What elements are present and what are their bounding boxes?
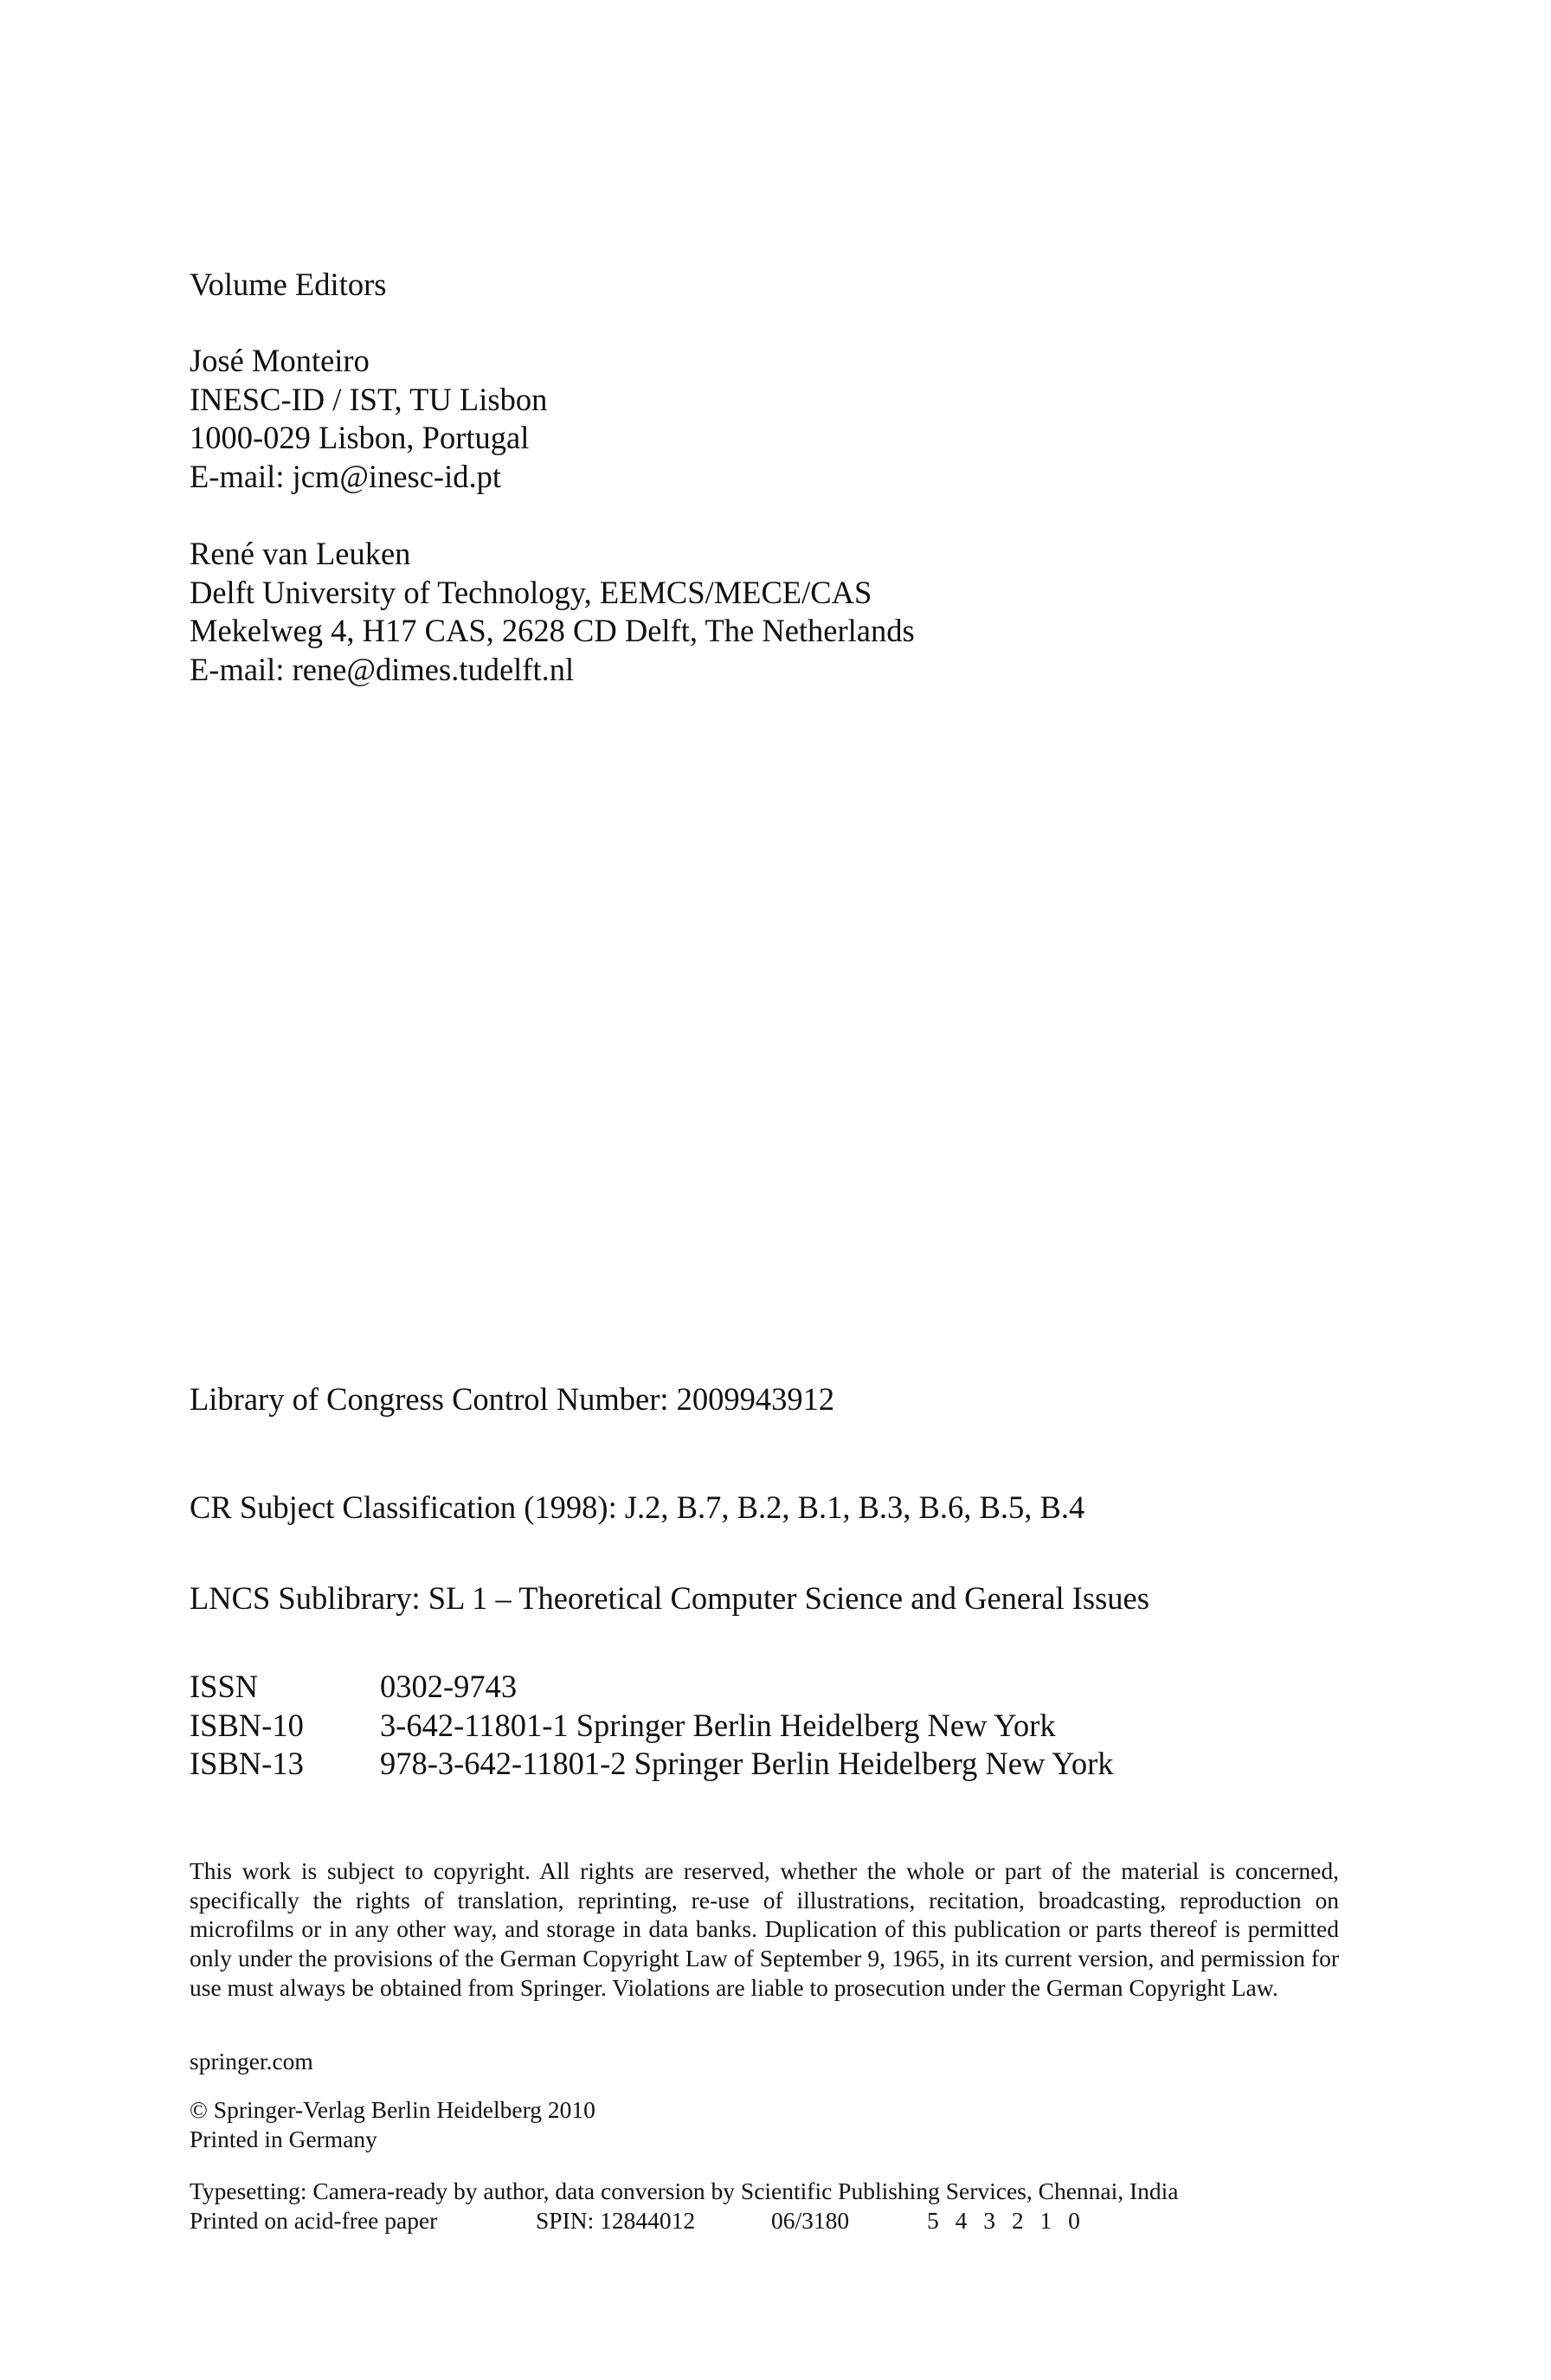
identifier-row-isbn-10 [190, 1707, 1113, 1746]
typesetting-note: Typesetting: Camera-ready by author, data conversion by Scientific Publishing Services, Chennai, India [190, 2177, 1179, 2204]
copyright-page [190, 0, 1367, 2380]
editor-affiliation: Delft University of Technology, EEMCS/MECE/CAS [190, 574, 872, 610]
identifier-label: ISBN-10 [190, 1707, 304, 1743]
identifier-label: ISBN-13 [190, 1746, 304, 1781]
identifier-value: 3-642-11801-1 Springer Berlin Heidelberg New York [380, 1707, 1056, 1743]
identifier-list [190, 1668, 1113, 1784]
springer-url[interactable]: springer.com [190, 2048, 313, 2074]
print-code: 06/3180 [771, 2207, 850, 2234]
editor-address: Mekelweg 4, H17 CAS, 2628 CD Delft, The Netherlands [190, 613, 915, 648]
spin-number: SPIN: 12844012 [536, 2207, 696, 2234]
volume-editors-heading: Volume Editors [190, 267, 387, 302]
printing-details [190, 2206, 1085, 2235]
identifier-label: ISSN [190, 1669, 259, 1704]
editor-block [190, 342, 547, 496]
editor-name: René van Leuken [190, 536, 411, 571]
identifier-value: 978-3-642-11801-2 Springer Berlin Heidelberg New York [380, 1746, 1114, 1781]
identifier-row-issn [190, 1668, 1113, 1707]
identifier-value: 0302-9743 [380, 1669, 518, 1704]
editor-email: E-mail: jcm@inesc-id.pt [190, 458, 501, 494]
lncs-sublibrary: LNCS Sublibrary: SL 1 – Theoretical Computer Science and General Issues [190, 1580, 1149, 1616]
editor-address: 1000-029 Lisbon, Portugal [190, 420, 530, 455]
copyright-paragraph: This work is subject to copyright. All rights are reserved, whether the whole or part of the material is concerned, specifically the rights of translation, reprinting, re-use of illustrations, recitation, broadcasting, reproduction on microfilms or in any other way, and storage in data banks. Duplication of this publication or parts thereof is permitted only under the provisions of the German Copyright Law of September 9, 1965, in its current version, and permission for use must always be obtained from Springer. Violations are liable to prosecution under the German Copyright Law. [190, 1857, 1339, 2001]
identifier-row-isbn-13 [190, 1745, 1113, 1784]
editor-email: E-mail: rene@dimes.tudelft.nl [190, 651, 575, 687]
editor-block [190, 535, 915, 689]
printing-sequence: 5 4 3 2 1 0 [927, 2207, 1085, 2234]
copyright-notice-block [190, 2095, 595, 2153]
copyright-notice: © Springer-Verlag Berlin Heidelberg 2010 [190, 2096, 595, 2123]
cr-subject-classification: CR Subject Classification (1998): J.2, B.7, B.2, B.1, B.3, B.6, B.5, B.4 [190, 1489, 1085, 1525]
editor-name: José Monteiro [190, 343, 370, 378]
paper-note: Printed on acid-free paper [190, 2207, 438, 2234]
printed-in: Printed in Germany [190, 2125, 377, 2152]
editor-affiliation: INESC-ID / IST, TU Lisbon [190, 381, 548, 417]
library-of-congress-number: Library of Congress Control Number: 2009943912 [190, 1381, 835, 1417]
